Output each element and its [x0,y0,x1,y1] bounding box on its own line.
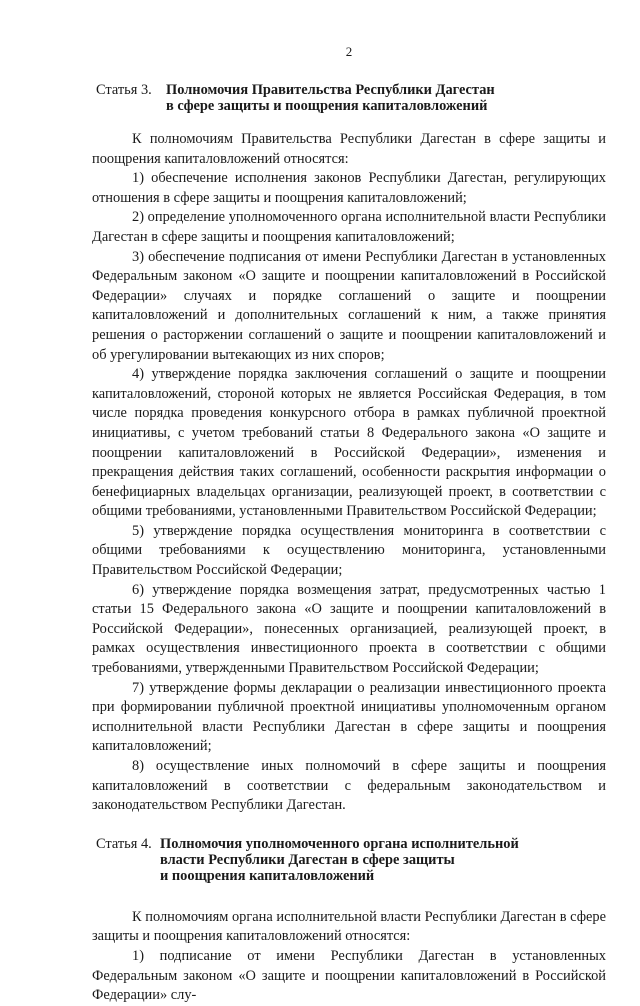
article-4-title-line: власти Республики Дагестан в сфере защиты [160,851,455,868]
article-3-title [166,82,495,114]
article-4-item-1: 1) подписание от имени Республики Дагестан в установленных Федеральным законом «О защите и поощрении капиталовложений в Российской Федерации» слу- [92,947,606,1004]
article-3-item-5: 5) утверждение порядка осуществления мониторинга в соответствии с общими требованиями к осуществлению мониторинга, установленными Правительством Российской Федерации; [92,522,606,579]
article-3-item-8: 8) осуществление иных полномочий в сфере защиты и поощрения капиталовложений в соответствии с федеральным законодательством и законодательством Республики Дагестан. [92,758,606,814]
article-3-item-7: 7) утверждение формы декларации о реализации инвестиционного проекта при формировании публичной проектной инициативы уполномоченным органом исполнительной власти Республики Дагестан в сфере защиты и поощрения капиталовложений; [92,679,606,755]
article-3-item-2: 2) определение уполномоченного органа исполнительной власти Республики Дагестан в сфере защиты и поощрения капиталовложений; [92,209,606,245]
article-3-body [92,130,606,816]
page-number: 2 [345,44,353,59]
article-3-item-1: 1) обеспечение исполнения законов Республики Дагестан, регулирующих отношения в сфере защиты и поощрения капиталовложений; [92,170,606,206]
article-4-heading [92,836,606,884]
article-3-item-6: 6) утверждение порядка возмещения затрат, предусмотренных частью 1 статьи 15 Федерального закона «О защите и поощрении капиталовложений в Российской Федерации», понесенных организацией, реализующей проект, в рамках осуществления инвестиционного проекта в соответствии с общими требованиями, утвержденными Правительством Российской Федерации; [92,581,606,677]
article-4-title [160,836,519,884]
article-3-intro: К полномочиям Правительства Республики Дагестан в сфере защиты и поощрения капиталовложений относятся: [92,131,606,167]
article-3-heading [92,82,606,114]
article-3-title-line: Полномочия Правительства Республики Дагестан [166,82,495,98]
article-4-title-line: Полномочия уполномоченного органа исполнительной [160,835,519,852]
article-3-title-line: в сфере защиты и поощрения капиталовложений [166,98,488,114]
article-3-item-3: 3) обеспечение подписания от имени Республики Дагестан в установленных Федеральным законом «О защите и поощрении капиталовложений в Российской Федерации» случаях и порядке соглашений о защите и поощрении капиталовложений и дополнительных соглашений к ним, а также принятия решения о расторжении соглашений о защите и поощрении капиталовложений и об урегулировании вытекающих из них споров; [92,248,606,363]
article-4-intro: К полномочиям органа исполнительной власти Республики Дагестан в сфере защиты и поощрения капиталовложений относятся: [92,908,606,945]
article-4-label: Статья 4. [96,835,152,852]
article-4-body [92,908,606,1006]
article-3-label: Статья 3. [96,82,152,98]
article-4-title-line: и поощрения капиталовложений [160,867,375,884]
article-3-item-4: 4) утверждение порядка заключения соглашений о защите и поощрении капиталовложений, стороной которых не является Российская Федерация, в том числе порядка проведения конкурсного отбора в рамках публичной проектной инициативы, с учетом требований статьи 8 Федерального закона «О защите и поощрении капиталовложений в Российской Федерации», изменения и прекращения действия таких соглашений, особенности раскрытия информации о бенефициарных владельцах организации, реализующей проект, в соответствии с общими требованиями, установленными Правительством Российской Федерации; [92,366,606,520]
